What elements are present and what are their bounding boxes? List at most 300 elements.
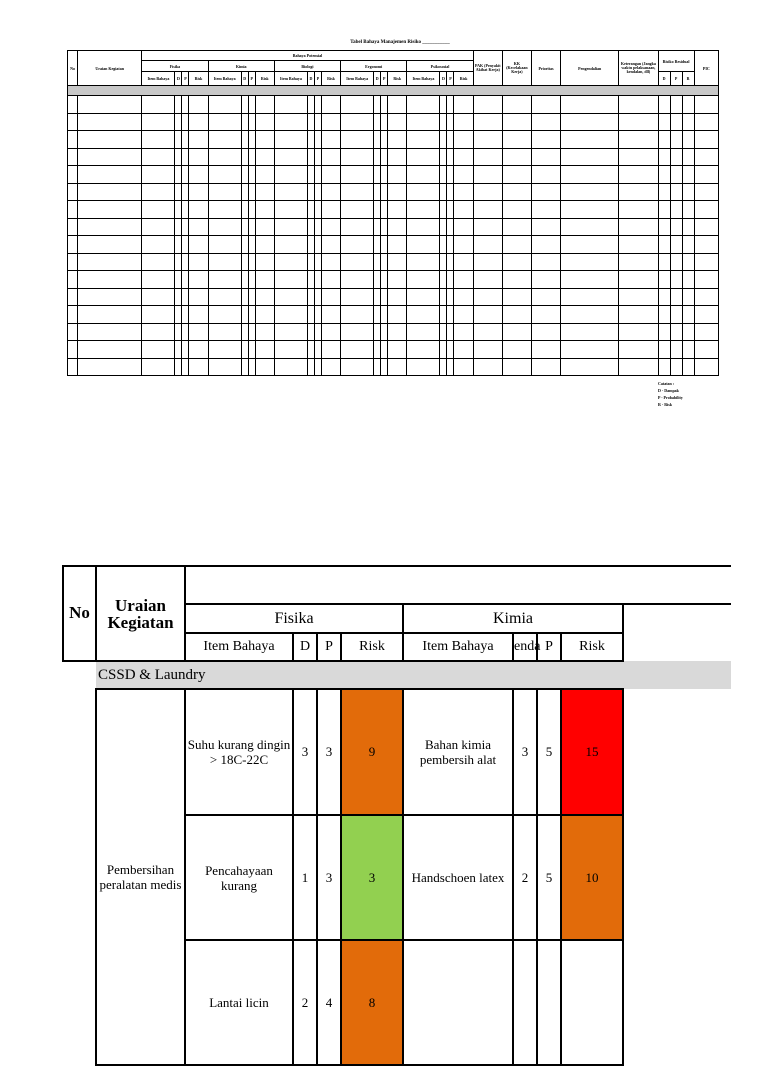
tpl-blank-cell [321,166,340,184]
kimia-d: 3 [513,689,537,815]
tpl-blank-cell [682,148,694,166]
tpl-blank-cell [208,253,241,271]
tpl-blank-cell [208,236,241,254]
tpl-blank-cell [78,306,142,324]
tpl-header-prioritas: Prioritas [531,51,560,86]
tpl-blank-cell [374,253,381,271]
row-spacer [623,689,731,815]
tpl-blank-row [68,271,719,289]
tpl-blank-cell [473,166,502,184]
tpl-blank-cell [502,166,531,184]
tpl-blank-cell [274,113,307,131]
tpl-blank-cell [531,253,560,271]
kimia-risk: 10 [561,815,623,940]
tpl-blank-cell [307,271,314,289]
tpl-blank-cell [208,323,241,341]
tpl-blank-cell [454,113,473,131]
tpl-blank-cell [189,236,208,254]
zoom-group-fisika: Fisika [185,604,403,633]
tpl-blank-cell [619,236,658,254]
tpl-blank-cell [241,253,248,271]
tpl-blank-cell [440,183,447,201]
tpl-blank-cell [374,323,381,341]
tpl-blank-cell [341,113,374,131]
tpl-blank-cell [531,218,560,236]
tpl-blank-cell [619,113,658,131]
tpl-blank-cell [619,253,658,271]
tpl-blank-cell [670,271,682,289]
tpl-blank-cell [454,288,473,306]
tpl-blank-cell [619,341,658,359]
tpl-blank-cell [682,218,694,236]
table-row [63,689,731,815]
tpl-blank-cell [658,253,670,271]
tpl-blank-cell [255,271,274,289]
tpl-blank-cell [321,288,340,306]
tpl-blank-cell [473,358,502,376]
tpl-blank-cell [307,201,314,219]
tpl-blank-cell [307,148,314,166]
tpl-blank-cell [473,341,502,359]
tpl-blank-cell [454,96,473,114]
tpl-blank-cell [407,323,440,341]
tpl-blank-cell [341,271,374,289]
tpl-blank-cell [694,201,718,219]
tpl-blank-cell [255,96,274,114]
tpl-blank-cell [248,131,255,149]
tpl-blank-cell [78,253,142,271]
tpl-blank-cell [694,236,718,254]
tpl-blank-cell [454,166,473,184]
tpl-blank-cell [374,288,381,306]
tpl-blank-cell [381,166,388,184]
tpl-blank-cell [619,271,658,289]
tpl-blank-cell [440,253,447,271]
tpl-blank-cell [307,306,314,324]
tpl-blank-cell [78,358,142,376]
tpl-blank-cell [321,201,340,219]
tpl-blank-cell [142,288,175,306]
tpl-sub-p: P [314,72,321,86]
tpl-blank-cell [374,271,381,289]
tpl-blank-cell [531,96,560,114]
tpl-blank-cell [142,131,175,149]
tpl-blank-cell [341,201,374,219]
tpl-blank-cell [531,183,560,201]
tpl-blank-cell [314,253,321,271]
tpl-sub-residual-p: P [670,72,682,86]
tpl-blank-row [68,131,719,149]
tpl-blank-cell [561,253,619,271]
tpl-blank-cell [440,288,447,306]
tpl-blank-cell [341,166,374,184]
tpl-group-psikososial: Psikososial [407,61,473,72]
tpl-blank-cell [407,166,440,184]
tpl-blank-cell [182,271,189,289]
tpl-blank-cell [189,341,208,359]
tpl-blank-cell [248,306,255,324]
tpl-blank-cell [619,306,658,324]
tpl-blank-cell [68,218,78,236]
tpl-blank-cell [208,201,241,219]
zoom-header-no: No [63,566,96,661]
tpl-blank-cell [78,131,142,149]
tpl-blank-cell [670,236,682,254]
tpl-blank-cell [255,236,274,254]
tpl-blank-cell [502,288,531,306]
tpl-blank-cell [381,288,388,306]
tpl-blank-cell [208,166,241,184]
kimia-item [403,940,513,1065]
tpl-blank-cell [307,253,314,271]
tpl-blank-cell [314,323,321,341]
tpl-blank-cell [274,253,307,271]
tpl-blank-cell [307,183,314,201]
kimia-p: 5 [537,689,561,815]
tpl-blank-cell [381,148,388,166]
tpl-blank-cell [248,166,255,184]
tpl-blank-cell [175,201,182,219]
fisika-p: 4 [317,940,341,1065]
tpl-blank-cell [274,148,307,166]
tpl-blank-cell [68,341,78,359]
tpl-blank-cell [440,148,447,166]
tpl-blank-cell [447,358,454,376]
tpl-blank-cell [561,306,619,324]
tpl-blank-cell [658,131,670,149]
tpl-blank-cell [694,131,718,149]
tpl-blank-cell [440,358,447,376]
tpl-blank-cell [307,131,314,149]
tpl-blank-cell [274,306,307,324]
tpl-blank-cell [68,201,78,219]
tpl-blank-cell [314,288,321,306]
tpl-blank-cell [142,96,175,114]
tpl-blank-cell [670,323,682,341]
tpl-blank-cell [175,253,182,271]
tpl-blank-cell [381,131,388,149]
tpl-header-pak: PAK (Penyakit Akibat Kerja) [473,51,502,86]
zoom-sub-risk: Risk [561,633,623,661]
tpl-blank-cell [341,288,374,306]
tpl-blank-cell [388,96,407,114]
tpl-blank-cell [502,358,531,376]
tpl-blank-cell [682,306,694,324]
tpl-blank-cell [381,96,388,114]
tpl-blank-cell [208,271,241,289]
tpl-blank-cell [473,131,502,149]
tpl-sub-d: D [175,72,182,86]
tpl-blank-cell [502,131,531,149]
tpl-blank-row [68,166,719,184]
tpl-blank-cell [274,341,307,359]
tpl-blank-cell [473,113,502,131]
tpl-blank-cell [670,288,682,306]
tpl-blank-cell [561,201,619,219]
tpl-blank-row [68,201,719,219]
tpl-blank-cell [473,218,502,236]
tpl-blank-cell [374,113,381,131]
tpl-blank-cell [78,148,142,166]
tpl-blank-cell [473,253,502,271]
tpl-blank-cell [241,341,248,359]
tpl-blank-cell [68,253,78,271]
tpl-blank-cell [694,341,718,359]
zoom-header-spacer [623,604,731,633]
tpl-blank-cell [407,96,440,114]
tpl-blank-cell [182,323,189,341]
tpl-blank-cell [241,96,248,114]
tpl-blank-cell [78,218,142,236]
tpl-blank-cell [502,253,531,271]
tpl-sub-risk: Risk [388,72,407,86]
tpl-blank-cell [381,236,388,254]
tpl-blank-cell [374,201,381,219]
tpl-blank-cell [447,236,454,254]
tpl-blank-cell [454,306,473,324]
fisika-d: 3 [293,689,317,815]
tpl-blank-cell [447,148,454,166]
tpl-blank-cell [670,96,682,114]
tpl-blank-cell [407,113,440,131]
tpl-blank-cell [189,113,208,131]
tpl-blank-cell [341,218,374,236]
tpl-blank-cell [182,306,189,324]
tpl-blank-cell [208,183,241,201]
tpl-blank-cell [241,183,248,201]
tpl-blank-cell [68,148,78,166]
tpl-blank-cell [248,218,255,236]
tpl-blank-cell [307,323,314,341]
tpl-blank-cell [694,96,718,114]
tpl-blank-cell [208,341,241,359]
tpl-blank-cell [682,201,694,219]
tpl-blank-cell [208,113,241,131]
tpl-blank-cell [682,341,694,359]
zoomed-table-view [62,565,768,1024]
tpl-blank-cell [241,218,248,236]
tpl-blank-cell [189,96,208,114]
tpl-blank-cell [388,306,407,324]
tpl-blank-cell [341,183,374,201]
tpl-blank-cell [447,183,454,201]
tpl-blank-cell [321,113,340,131]
tpl-blank-cell [454,323,473,341]
tpl-blank-cell [694,288,718,306]
tpl-blank-cell [68,236,78,254]
zoom-sub-item: Item Bahaya [185,633,293,661]
tpl-blank-cell [175,358,182,376]
tpl-blank-cell [255,323,274,341]
tpl-blank-cell [440,306,447,324]
zoom-sub-p: P [317,633,341,661]
tpl-blank-cell [454,271,473,289]
tpl-header-pengendalian: Pengendalian [561,51,619,86]
tpl-blank-cell [531,358,560,376]
tpl-blank-cell [321,253,340,271]
tpl-blank-cell [208,218,241,236]
tpl-blank-cell [208,148,241,166]
tpl-blank-cell [175,236,182,254]
tpl-blank-cell [670,148,682,166]
tpl-blank-cell [502,183,531,201]
tpl-blank-cell [658,306,670,324]
tpl-blank-cell [142,166,175,184]
tpl-group-fisika: Fisika [142,61,208,72]
tpl-blank-cell [447,341,454,359]
tpl-blank-cell [142,358,175,376]
tpl-blank-cell [388,131,407,149]
tpl-blank-cell [388,113,407,131]
tpl-blank-cell [670,113,682,131]
tpl-blank-cell [255,113,274,131]
tpl-blank-cell [175,288,182,306]
tpl-sub-residual-d: D [658,72,670,86]
tpl-blank-cell [658,166,670,184]
tpl-blank-cell [502,148,531,166]
tpl-blank-cell [694,271,718,289]
tpl-blank-cell [314,358,321,376]
tpl-blank-cell [142,253,175,271]
tpl-sub-d: D [374,72,381,86]
tpl-blank-cell [682,253,694,271]
tpl-blank-cell [407,306,440,324]
tpl-blank-cell [381,271,388,289]
row-spacer [623,940,731,1065]
tpl-blank-cell [182,166,189,184]
tpl-blank-cell [189,131,208,149]
tpl-blank-cell [241,201,248,219]
tpl-blank-cell [321,323,340,341]
tpl-blank-cell [658,288,670,306]
tpl-blank-cell [381,341,388,359]
tpl-blank-cell [447,323,454,341]
zoom-header-spacer [623,633,731,661]
tpl-blank-cell [182,358,189,376]
tpl-blank-cell [182,341,189,359]
tpl-blank-cell [241,113,248,131]
tpl-blank-cell [531,341,560,359]
tpl-header-pic: PIC [694,51,718,86]
section-label: CSSD & Laundry [96,661,731,689]
tpl-blank-cell [388,253,407,271]
tpl-blank-cell [694,166,718,184]
tpl-group-biologi: Biologi [274,61,340,72]
tpl-blank-cell [561,218,619,236]
tpl-blank-cell [561,236,619,254]
tpl-blank-cell [142,201,175,219]
tpl-blank-cell [274,183,307,201]
tpl-sub-item: Item Bahaya [208,72,241,86]
tpl-blank-cell [682,323,694,341]
tpl-blank-cell [670,183,682,201]
tpl-blank-cell [307,96,314,114]
tpl-blank-cell [454,201,473,219]
tpl-blank-cell [314,341,321,359]
tpl-blank-cell [473,323,502,341]
tpl-blank-cell [208,306,241,324]
tpl-blank-cell [407,253,440,271]
tpl-sub-risk: Risk [189,72,208,86]
tpl-blank-cell [274,218,307,236]
tpl-sub-item: Item Bahaya [341,72,374,86]
tpl-blank-cell [175,96,182,114]
tpl-blank-cell [314,201,321,219]
tpl-blank-cell [694,113,718,131]
tpl-blank-cell [531,323,560,341]
kimia-item: Bahan kimia pembersih alat [403,689,513,815]
tpl-blank-cell [189,201,208,219]
tpl-blank-cell [682,166,694,184]
tpl-blank-cell [341,323,374,341]
tpl-blank-cell [619,358,658,376]
tpl-blank-row [68,183,719,201]
kimia-p [537,940,561,1065]
tpl-blank-cell [670,131,682,149]
fisika-risk: 8 [341,940,403,1065]
tpl-blank-cell [68,271,78,289]
kimia-d [513,940,537,1065]
kimia-item: Handschoen latex [403,815,513,940]
tpl-sub-item: Item Bahaya [407,72,440,86]
tpl-blank-cell [658,236,670,254]
tpl-blank-cell [561,131,619,149]
tpl-blank-cell [502,306,531,324]
tpl-blank-cell [68,131,78,149]
tpl-blank-cell [248,271,255,289]
tpl-blank-cell [78,201,142,219]
tpl-blank-cell [68,183,78,201]
tpl-blank-cell [321,306,340,324]
tpl-blank-cell [658,218,670,236]
tpl-header-bahaya-potensial: Bahaya Potensial [142,51,473,61]
tpl-blank-cell [454,253,473,271]
tpl-blank-cell [619,166,658,184]
tpl-blank-cell [142,183,175,201]
tpl-blank-cell [321,271,340,289]
tpl-blank-cell [440,96,447,114]
tpl-blank-cell [321,358,340,376]
tpl-blank-cell [68,306,78,324]
tpl-sub-risk: Risk [321,72,340,86]
tpl-blank-cell [447,131,454,149]
tpl-blank-cell [248,341,255,359]
fisika-p: 3 [317,689,341,815]
tpl-blank-cell [388,358,407,376]
tpl-blank-cell [447,253,454,271]
tpl-blank-cell [454,236,473,254]
tpl-blank-cell [388,341,407,359]
fisika-risk: 3 [341,815,403,940]
tpl-blank-cell [473,236,502,254]
tpl-blank-cell [694,253,718,271]
tpl-sub-p: P [447,72,454,86]
tpl-blank-cell [531,131,560,149]
tpl-blank-cell [68,113,78,131]
tpl-blank-cell [561,148,619,166]
tpl-blank-cell [374,166,381,184]
tpl-blank-row [68,113,719,131]
tpl-blank-cell [208,96,241,114]
fisika-d: 2 [293,940,317,1065]
tpl-blank-cell [658,358,670,376]
tpl-blank-cell [182,148,189,166]
zoom-sub-risk: Risk [341,633,403,661]
tpl-blank-cell [407,271,440,289]
tpl-header-uraian: Uraian Kegiatan [78,51,142,86]
tpl-blank-cell [307,236,314,254]
tpl-blank-cell [694,306,718,324]
